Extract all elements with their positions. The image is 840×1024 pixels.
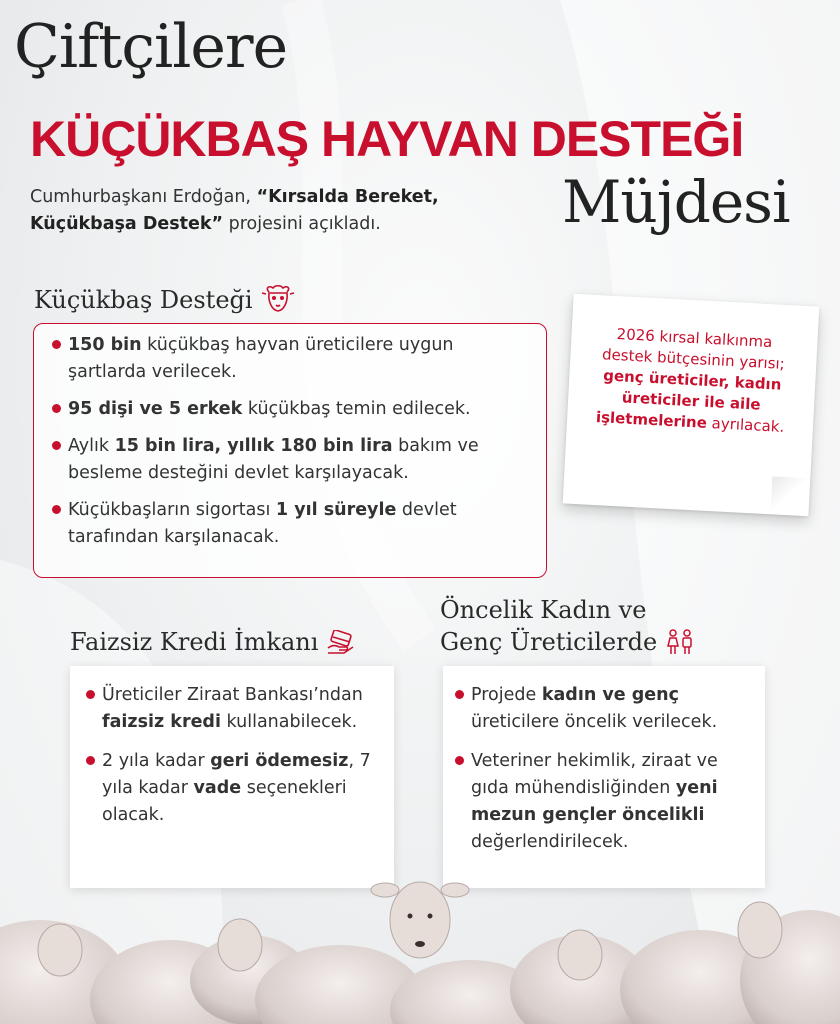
priority-section-heading bbox=[440, 594, 695, 658]
people-icon bbox=[665, 628, 695, 656]
priority-list bbox=[453, 682, 755, 856]
sheep-head-icon bbox=[260, 284, 296, 314]
priority-item1-pre: Projede bbox=[471, 685, 542, 705]
support-item2-text: küçükbaş temin edilecek. bbox=[242, 399, 471, 419]
note-text-part2: ayrılacak. bbox=[706, 413, 785, 436]
list-item bbox=[453, 748, 755, 856]
sheep-flock-image bbox=[0, 860, 840, 1024]
credit-card-hand-icon bbox=[326, 630, 356, 656]
credit-card-box bbox=[70, 666, 394, 888]
credit-item1-bold: faizsiz kredi bbox=[102, 712, 221, 732]
note-text bbox=[585, 323, 800, 439]
list-item bbox=[46, 396, 530, 423]
support-heading-label: Küçükbaş Desteği bbox=[34, 286, 253, 314]
budget-sticky-note bbox=[563, 294, 820, 517]
intro-part1: Cumhurbaşkanı Erdoğan, bbox=[30, 187, 257, 207]
support-item1-text: küçükbaş hayvan üreticilere uygun şartlarda verilecek. bbox=[68, 335, 454, 382]
priority-item2-bold: yeni mezun gençler öncelikli bbox=[471, 778, 718, 825]
title-ciftcilere: Çiftçilere bbox=[14, 12, 288, 82]
intro-text bbox=[30, 184, 530, 238]
priority-heading-line1: Öncelik Kadın ve bbox=[440, 596, 647, 624]
note-text-bold: genç üreticiler, kadın üreticiler ile aile işletmelerine bbox=[595, 366, 782, 432]
title-mujdesi: Müjdesi bbox=[562, 168, 790, 236]
credit-item2-bold1: geri ödemesiz bbox=[210, 751, 349, 771]
credit-item1-text: kullanabilecek. bbox=[220, 712, 358, 732]
title-main-headline: KÜÇÜKBAŞ HAYVAN DESTEĞİ bbox=[30, 111, 744, 167]
support-item4-bold: 1 yıl süreyle bbox=[275, 500, 397, 520]
intro-project-name: “Kırsalda Bereket, Küçükbaşa Destek” bbox=[30, 187, 439, 234]
priority-card-box bbox=[443, 666, 765, 888]
support-item3-bold: 15 bin lira, yıllık 180 bin lira bbox=[114, 436, 393, 456]
credit-item2-text: seçenekleri olacak. bbox=[102, 778, 347, 825]
support-section-heading bbox=[34, 284, 296, 316]
list-item bbox=[46, 433, 530, 487]
support-item4-text: devlet tarafından karşılanacak. bbox=[68, 500, 457, 547]
support-item3-text: bakım ve besleme desteğini devlet karşılayacak. bbox=[68, 436, 479, 483]
credit-list bbox=[84, 682, 380, 829]
list-item bbox=[84, 682, 380, 736]
list-item bbox=[46, 497, 530, 551]
note-text-part1: 2026 kırsal kalkınma destek bütçesinin yarısı; bbox=[601, 325, 786, 373]
priority-item2-pre: Veteriner hekimlik, ziraat ve gıda mühendisliğinden bbox=[471, 751, 718, 798]
intro-part2: projesini açıkladı. bbox=[223, 214, 381, 234]
credit-item2-pre: 2 yıla kadar bbox=[102, 751, 211, 771]
credit-item2-mid: , 7 yıla kadar bbox=[102, 751, 371, 798]
credit-item2-bold2: vade bbox=[193, 778, 242, 798]
priority-heading-line2: Genç Üreticilerde bbox=[440, 628, 658, 656]
support-item3-pre: Aylık bbox=[68, 436, 115, 456]
credit-item1-pre: Üreticiler Ziraat Bankası’ndan bbox=[102, 685, 363, 705]
credit-section-heading bbox=[70, 626, 356, 658]
list-item bbox=[84, 748, 380, 829]
credit-heading-label: Faizsiz Kredi İmkanı bbox=[70, 628, 319, 656]
list-item bbox=[46, 332, 530, 386]
priority-item1-text: üreticilere öncelik verilecek. bbox=[471, 712, 718, 732]
list-item bbox=[453, 682, 755, 736]
support-item2-bold: 95 dişi ve 5 erkek bbox=[68, 399, 243, 419]
support-box bbox=[33, 323, 547, 578]
support-item1-bold: 150 bin bbox=[68, 335, 142, 355]
priority-item1-bold: kadın ve genç bbox=[541, 685, 679, 705]
note-page-curl bbox=[770, 476, 810, 516]
support-item4-pre: Küçükbaşların sigortası bbox=[68, 500, 276, 520]
priority-item2-text: değerlendirilecek. bbox=[471, 832, 629, 852]
support-list bbox=[34, 324, 546, 551]
